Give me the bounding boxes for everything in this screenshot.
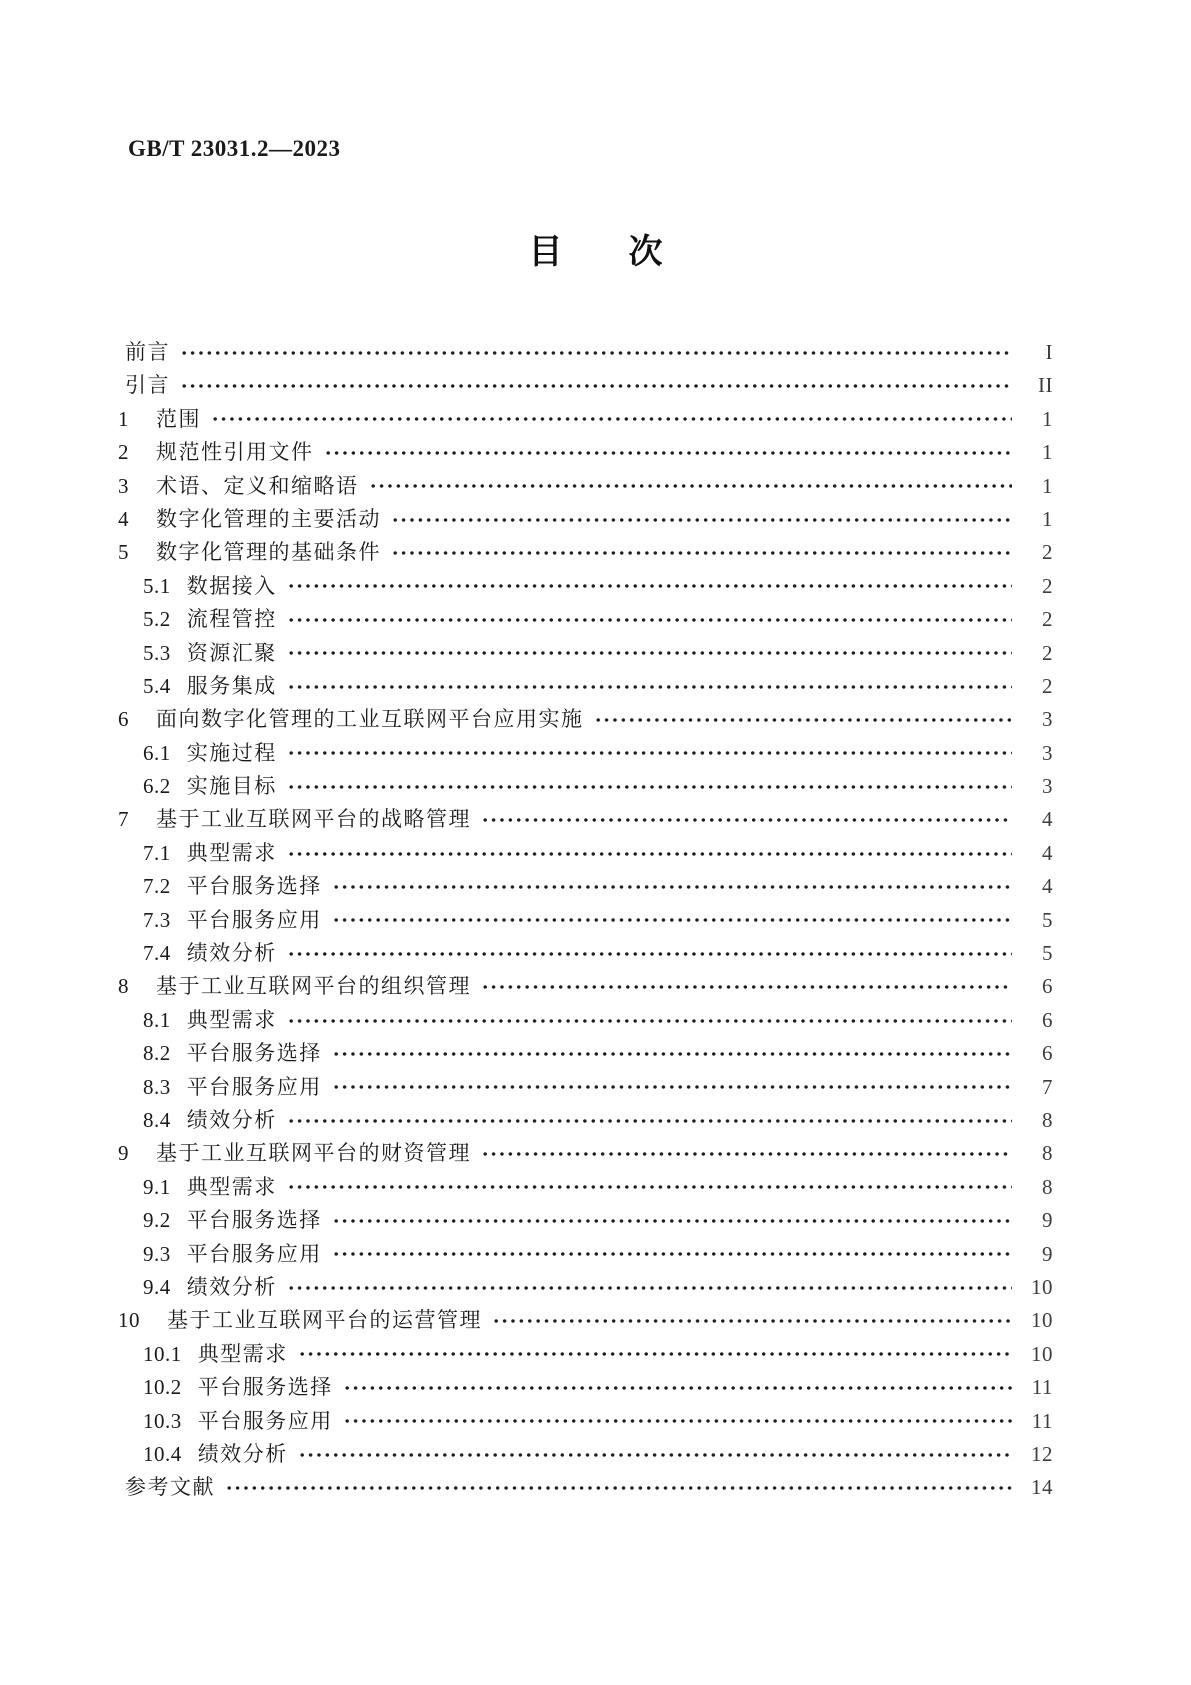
toc-entry-number: 7.3 bbox=[143, 907, 171, 932]
toc-entry-number: 10.4 bbox=[143, 1441, 182, 1466]
dot-leader bbox=[287, 570, 1012, 603]
dot-leader bbox=[287, 1271, 1012, 1304]
toc-list bbox=[118, 336, 1053, 1505]
toc-entry bbox=[118, 1471, 1053, 1504]
toc-entry-title: 平台服务应用 bbox=[197, 1408, 333, 1433]
dot-leader bbox=[343, 1405, 1012, 1438]
toc-entry-number: 8 bbox=[118, 974, 129, 999]
dot-leader bbox=[287, 770, 1012, 803]
toc-entry-number: 9 bbox=[118, 1141, 129, 1166]
dot-leader bbox=[324, 436, 1013, 469]
toc-entry-page: 9 bbox=[1042, 1241, 1053, 1266]
toc-entry-title: 基于工业互联网平台的战略管理 bbox=[156, 807, 471, 832]
toc-entry-number: 5.2 bbox=[143, 607, 171, 632]
dot-leader bbox=[298, 1438, 1012, 1471]
toc-entry-page: 6 bbox=[1042, 1041, 1053, 1066]
toc-entry-number: 4 bbox=[118, 506, 129, 531]
toc-entry-title: 基于工业互联网平台的运营管理 bbox=[167, 1308, 482, 1333]
toc-entry-number: 5 bbox=[118, 540, 129, 565]
toc-entry bbox=[118, 403, 1053, 436]
toc-entry-number: 6.2 bbox=[143, 774, 171, 799]
toc-entry bbox=[118, 837, 1053, 870]
toc-entry bbox=[118, 1171, 1053, 1204]
toc-entry-number: 7.4 bbox=[143, 941, 171, 966]
toc-entry-title: 术语、定义和缩略语 bbox=[156, 473, 359, 498]
toc-entry-title: 资源汇聚 bbox=[186, 640, 277, 665]
dot-leader bbox=[180, 369, 1012, 402]
toc-entry bbox=[118, 770, 1053, 803]
toc-entry-title: 规范性引用文件 bbox=[156, 440, 314, 465]
toc-entry bbox=[118, 803, 1053, 836]
toc-entry-number: 8.1 bbox=[143, 1007, 171, 1032]
toc-entry-number: 9.1 bbox=[143, 1174, 171, 1199]
toc-entry bbox=[118, 904, 1053, 937]
toc-entry-page: 1 bbox=[1042, 406, 1053, 431]
toc-entry-page: 4 bbox=[1042, 874, 1053, 899]
toc-entry-page: II bbox=[1038, 373, 1053, 398]
toc-entry-page: 3 bbox=[1042, 707, 1053, 732]
toc-entry-page: 11 bbox=[1031, 1408, 1053, 1433]
dot-leader bbox=[225, 1471, 1012, 1504]
toc-entry-page: 9 bbox=[1042, 1208, 1053, 1233]
toc-entry bbox=[118, 670, 1053, 703]
toc-entry-page: 3 bbox=[1042, 740, 1053, 765]
toc-entry bbox=[118, 336, 1053, 369]
toc-entry-number: 10.1 bbox=[143, 1341, 182, 1366]
toc-entry bbox=[118, 1371, 1053, 1404]
dot-leader bbox=[298, 1338, 1012, 1371]
toc-entry-number: 2 bbox=[118, 440, 129, 465]
toc-entry-title: 平台服务应用 bbox=[186, 907, 322, 932]
toc-entry-title: 实施过程 bbox=[186, 740, 277, 765]
dot-leader bbox=[180, 336, 1012, 369]
dot-leader bbox=[594, 703, 1013, 736]
toc-entry-page: 1 bbox=[1042, 440, 1053, 465]
toc-entry bbox=[118, 436, 1053, 469]
toc-entry-page: 12 bbox=[1031, 1441, 1053, 1466]
toc-entry bbox=[118, 703, 1053, 736]
toc-entry-title: 典型需求 bbox=[197, 1341, 288, 1366]
dot-leader bbox=[481, 803, 1012, 836]
dot-leader bbox=[492, 1304, 1012, 1337]
toc-entry-title: 典型需求 bbox=[186, 1174, 277, 1199]
toc-entry-number: 5.4 bbox=[143, 673, 171, 698]
toc-entry-page: 3 bbox=[1042, 774, 1053, 799]
toc-entry bbox=[118, 603, 1053, 636]
toc-entry-page: 11 bbox=[1031, 1375, 1053, 1400]
dot-leader bbox=[332, 1238, 1012, 1271]
toc-entry-number: 7.2 bbox=[143, 874, 171, 899]
page-title-char-2: 次 bbox=[628, 233, 663, 271]
toc-entry-title: 前言 bbox=[125, 340, 170, 364]
toc-entry bbox=[118, 503, 1053, 536]
dot-leader bbox=[287, 670, 1012, 703]
toc-entry-title: 绩效分析 bbox=[186, 1107, 277, 1132]
toc-entry-title: 引言 bbox=[125, 373, 170, 398]
toc-entry-page: 8 bbox=[1042, 1174, 1053, 1199]
toc-entry-page: 2 bbox=[1042, 640, 1053, 665]
toc-entry-title: 基于工业互联网平台的财资管理 bbox=[156, 1141, 471, 1166]
toc-entry bbox=[118, 536, 1053, 569]
toc-entry-title: 实施目标 bbox=[186, 774, 277, 799]
toc-entry bbox=[118, 1137, 1053, 1170]
toc-entry-title: 典型需求 bbox=[186, 840, 277, 865]
toc-entry-number: 3 bbox=[118, 473, 129, 498]
dot-leader bbox=[287, 737, 1012, 770]
dot-leader bbox=[287, 603, 1012, 636]
toc-entry-page: 2 bbox=[1042, 540, 1053, 565]
toc-entry-page: 4 bbox=[1042, 807, 1053, 832]
toc-entry-page: 1 bbox=[1042, 506, 1053, 531]
toc-entry bbox=[118, 937, 1053, 970]
dot-leader bbox=[332, 1204, 1012, 1237]
toc-entry-number: 8.2 bbox=[143, 1041, 171, 1066]
toc-entry bbox=[118, 1204, 1053, 1237]
dot-leader bbox=[332, 904, 1012, 937]
toc-entry-title: 流程管控 bbox=[186, 607, 277, 632]
toc-entry-number: 10.2 bbox=[143, 1375, 182, 1400]
toc-entry-title: 基于工业互联网平台的组织管理 bbox=[156, 974, 471, 999]
toc-entry-title: 绩效分析 bbox=[186, 941, 277, 966]
toc-entry bbox=[118, 1071, 1053, 1104]
toc-entry-page: 7 bbox=[1042, 1074, 1053, 1099]
toc-entry-number: 9.4 bbox=[143, 1274, 171, 1299]
toc-entry-page: 6 bbox=[1042, 1007, 1053, 1032]
dot-leader bbox=[287, 1004, 1012, 1037]
dot-leader bbox=[391, 536, 1012, 569]
toc-entry-title: 典型需求 bbox=[186, 1007, 277, 1032]
toc-entry bbox=[118, 737, 1053, 770]
toc-entry-number: 10.3 bbox=[143, 1408, 182, 1433]
toc-entry-number: 10 bbox=[118, 1308, 140, 1333]
toc-entry-page: I bbox=[1045, 340, 1053, 364]
toc-entry-number: 5.1 bbox=[143, 573, 171, 598]
toc-entry-page: 5 bbox=[1042, 941, 1053, 966]
dot-leader bbox=[287, 937, 1012, 970]
toc-entry-number: 6.1 bbox=[143, 740, 171, 765]
toc-entry-number: 9.2 bbox=[143, 1208, 171, 1233]
toc-entry-page: 2 bbox=[1042, 673, 1053, 698]
page-title bbox=[0, 232, 1191, 273]
toc-entry-title: 平台服务应用 bbox=[186, 1241, 322, 1266]
toc-entry-number: 8.3 bbox=[143, 1074, 171, 1099]
dot-leader bbox=[332, 1037, 1012, 1070]
dot-leader bbox=[369, 470, 1013, 503]
dot-leader bbox=[287, 1104, 1012, 1137]
toc-entry-title: 平台服务选择 bbox=[186, 874, 322, 899]
toc-entry bbox=[118, 1104, 1053, 1137]
toc-entry-title: 绩效分析 bbox=[197, 1441, 288, 1466]
toc-entry bbox=[118, 369, 1053, 402]
dot-leader bbox=[287, 837, 1012, 870]
dot-leader bbox=[391, 503, 1012, 536]
toc-entry-title: 平台服务应用 bbox=[186, 1074, 322, 1099]
toc-entry-page: 14 bbox=[1031, 1475, 1053, 1500]
toc-entry-page: 2 bbox=[1042, 573, 1053, 598]
toc-entry-title: 参考文献 bbox=[125, 1475, 215, 1500]
dot-leader bbox=[332, 1071, 1012, 1104]
toc-entry-title: 平台服务选择 bbox=[186, 1208, 322, 1233]
toc-entry-number: 1 bbox=[118, 406, 129, 431]
toc-entry-page: 8 bbox=[1042, 1107, 1053, 1132]
dot-leader bbox=[211, 403, 1012, 436]
toc-entry bbox=[118, 1004, 1053, 1037]
toc-entry-page: 4 bbox=[1042, 840, 1053, 865]
toc-entry-page: 10 bbox=[1031, 1308, 1053, 1333]
toc-entry bbox=[118, 637, 1053, 670]
toc-entry-number: 8.4 bbox=[143, 1107, 171, 1132]
toc-entry bbox=[118, 1405, 1053, 1438]
toc-entry-number: 9.3 bbox=[143, 1241, 171, 1266]
toc-entry-page: 10 bbox=[1031, 1341, 1053, 1366]
toc-entry-page: 1 bbox=[1042, 473, 1053, 498]
toc-entry bbox=[118, 870, 1053, 903]
toc-entry bbox=[118, 470, 1053, 503]
page-title-char-1: 目 bbox=[528, 233, 563, 271]
toc-entry-title: 面向数字化管理的工业互联网平台应用实施 bbox=[156, 707, 584, 732]
toc-entry bbox=[118, 1271, 1053, 1304]
dot-leader bbox=[481, 1137, 1012, 1170]
toc-entry bbox=[118, 570, 1053, 603]
dot-leader bbox=[481, 970, 1012, 1003]
standard-code: GB/T 23031.2—2023 bbox=[128, 136, 341, 161]
toc-entry bbox=[118, 1338, 1053, 1371]
toc-entry-page: 2 bbox=[1042, 607, 1053, 632]
toc-entry-number: 7.1 bbox=[143, 840, 171, 865]
toc-entry-title: 范围 bbox=[156, 406, 201, 431]
dot-leader bbox=[332, 870, 1012, 903]
toc-entry-title: 平台服务选择 bbox=[197, 1375, 333, 1400]
toc-entry-number: 7 bbox=[118, 807, 129, 832]
toc-entry-number: 5.3 bbox=[143, 640, 171, 665]
toc-entry-number: 6 bbox=[118, 707, 129, 732]
dot-leader bbox=[287, 1171, 1012, 1204]
dot-leader bbox=[287, 637, 1012, 670]
toc-entry bbox=[118, 1438, 1053, 1471]
toc-entry bbox=[118, 970, 1053, 1003]
toc-entry-title: 数据接入 bbox=[186, 573, 277, 598]
toc-entry-page: 6 bbox=[1042, 974, 1053, 999]
toc-entry-page: 5 bbox=[1042, 907, 1053, 932]
toc-entry bbox=[118, 1238, 1053, 1271]
toc-entry-title: 服务集成 bbox=[186, 673, 277, 698]
toc-entry bbox=[118, 1037, 1053, 1070]
toc-entry-page: 8 bbox=[1042, 1141, 1053, 1166]
dot-leader bbox=[343, 1371, 1012, 1404]
toc-entry-page: 10 bbox=[1031, 1274, 1053, 1299]
toc-entry-title: 数字化管理的主要活动 bbox=[156, 506, 381, 531]
toc-entry-title: 平台服务选择 bbox=[186, 1041, 322, 1066]
toc-entry-title: 数字化管理的基础条件 bbox=[156, 540, 381, 565]
toc-entry bbox=[118, 1304, 1053, 1337]
toc-entry-title: 绩效分析 bbox=[186, 1274, 277, 1299]
